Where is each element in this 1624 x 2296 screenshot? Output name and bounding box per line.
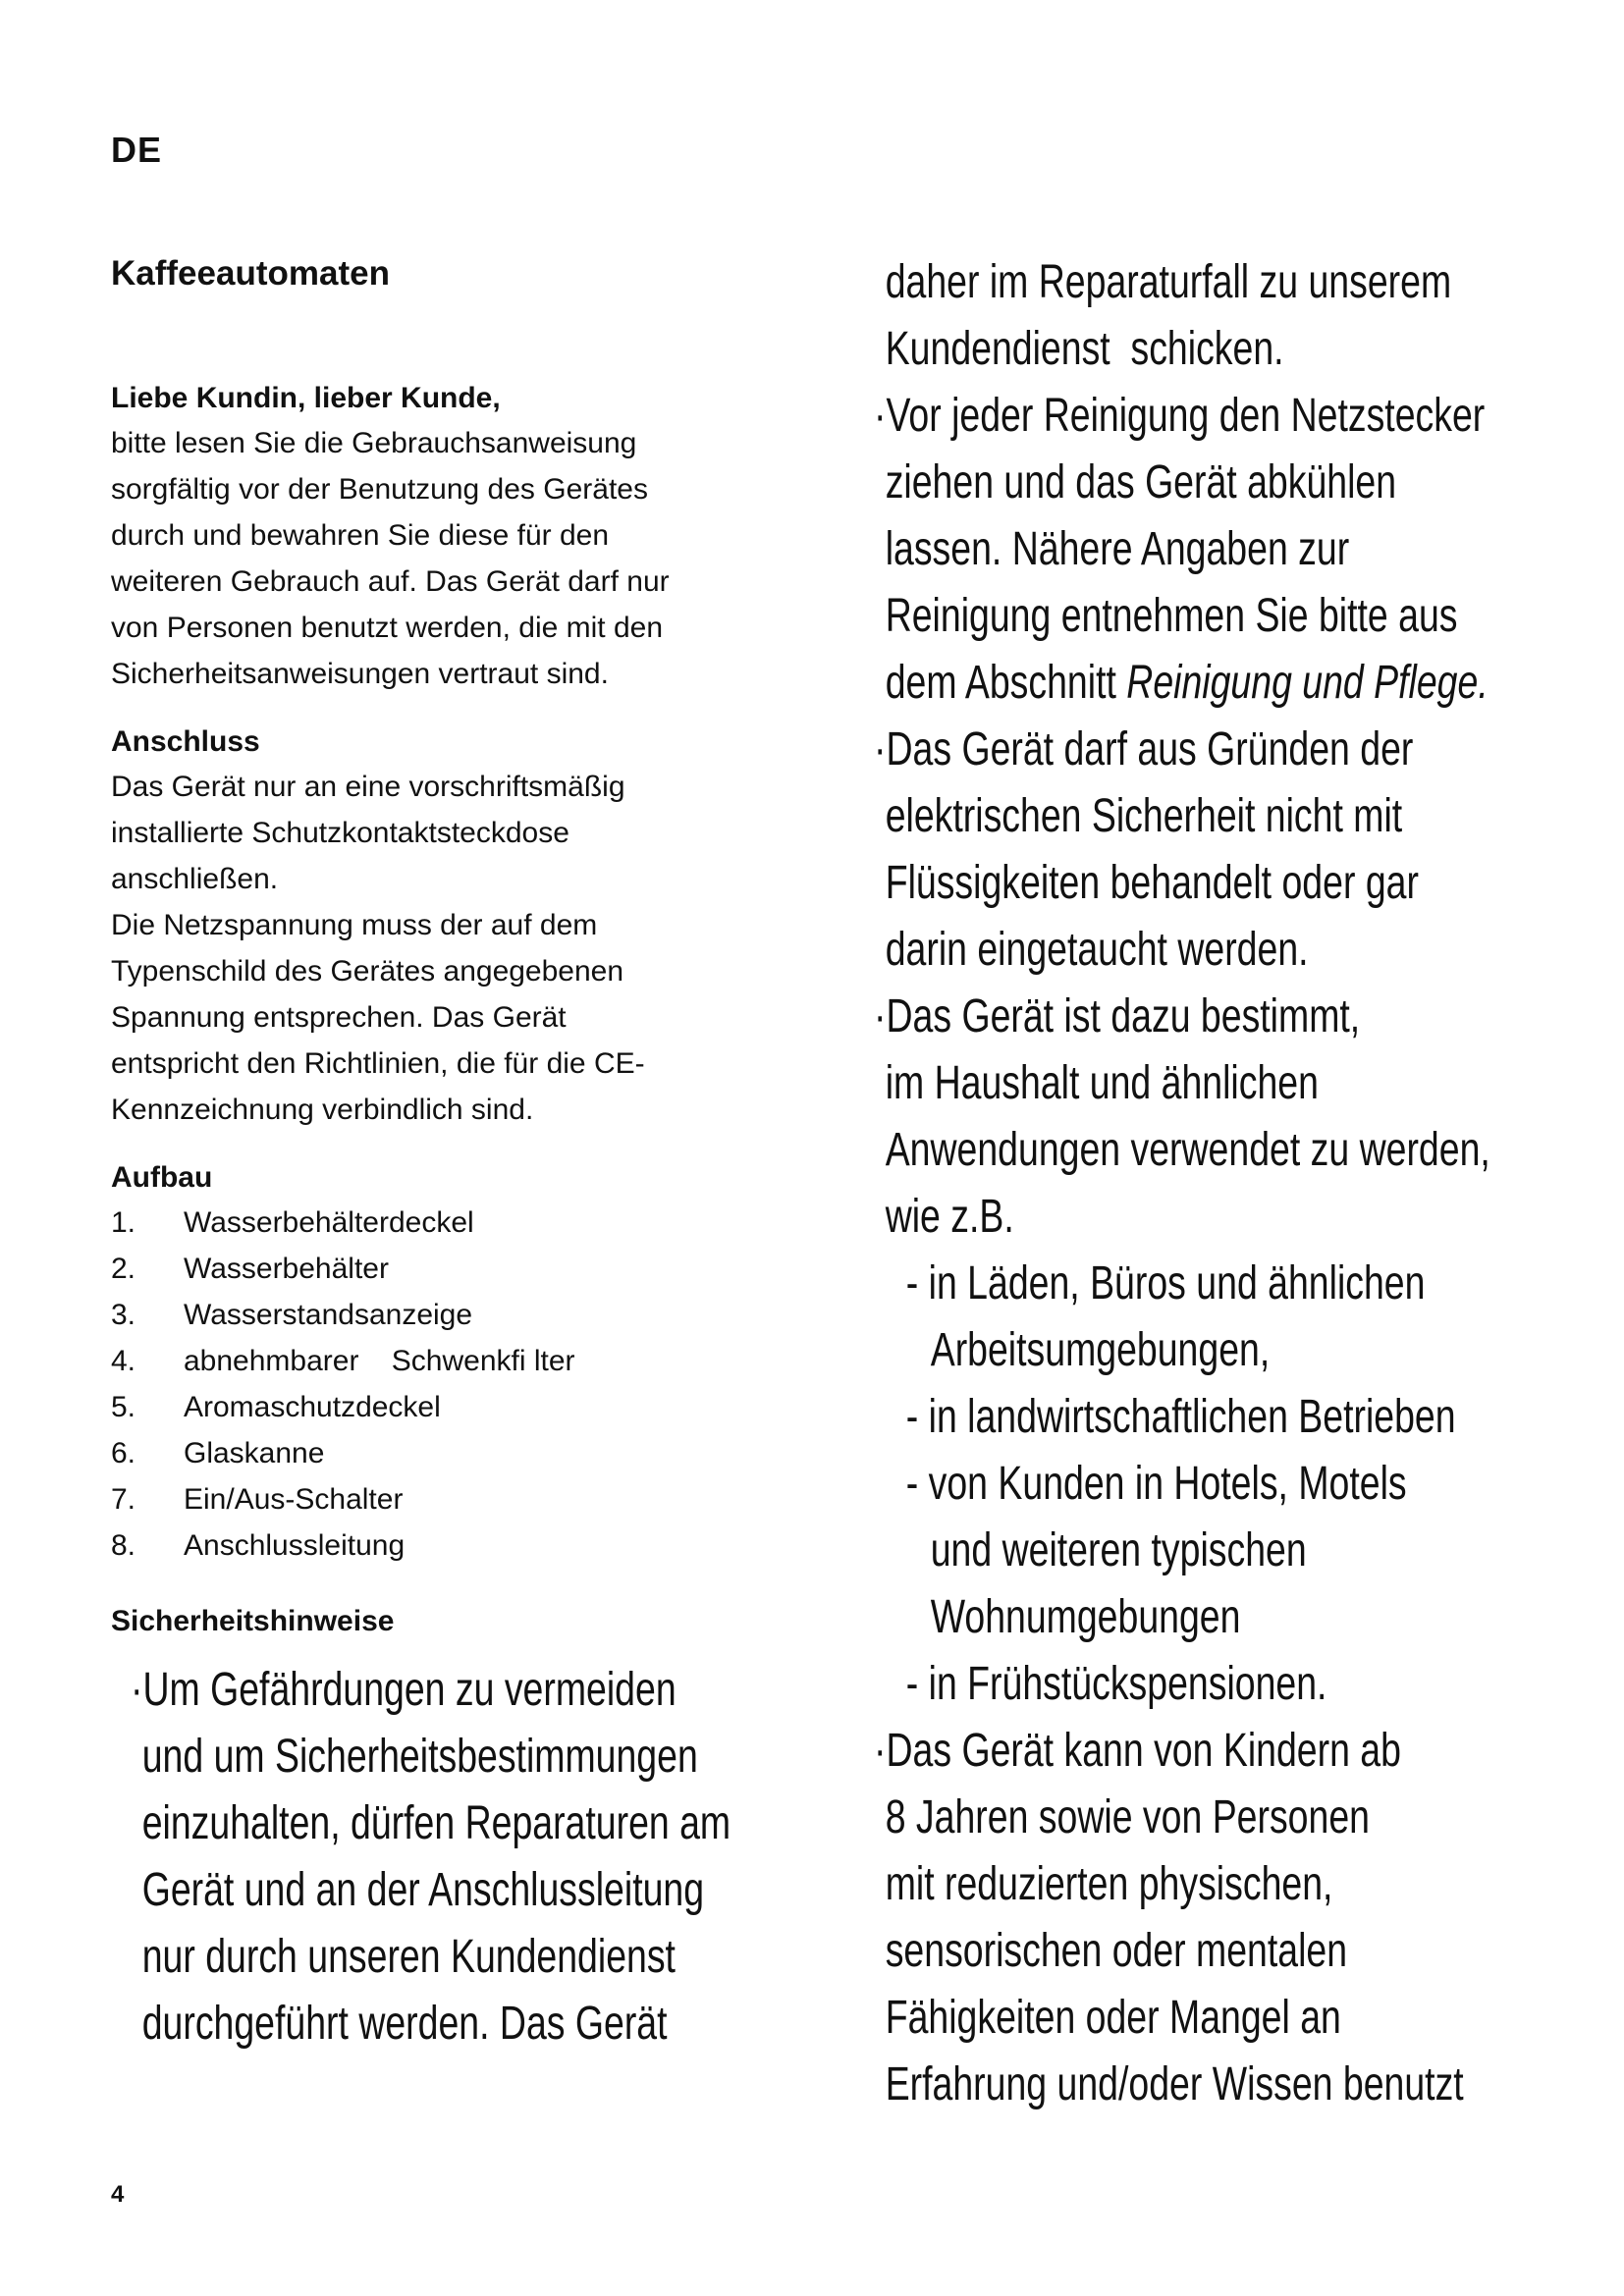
greeting-heading: Liebe Kundin, lieber Kunde,	[111, 382, 501, 414]
intro-line: bitte lesen Sie die Gebrauchsanweisung	[111, 427, 637, 459]
language-label: DE	[111, 130, 163, 170]
document-title: Kaffeeautomaten	[111, 254, 390, 293]
safety-line: lassen. Nähere Angaben zur	[885, 523, 1350, 575]
safety-line: Wohnumgebungen	[930, 1591, 1241, 1643]
list-item	[111, 1476, 798, 1522]
list-item-number: 2.	[111, 1253, 136, 1285]
safety-line: ·Vor jeder Reinigung den Netzstecker	[874, 390, 1486, 442]
intro-line: weiteren Gebrauch auf. Das Gerät darf nur	[111, 565, 670, 598]
section-reference: Reinigung und Pflege.	[1126, 657, 1489, 709]
list-item	[111, 1246, 798, 1292]
safety-line: darin eingetaucht werden.	[885, 924, 1309, 976]
list-item-label: Wasserstandsanzeige	[184, 1299, 473, 1331]
list-item	[111, 1522, 798, 1569]
safety-paragraph-right	[874, 249, 1490, 2118]
anschluss-paragraph	[111, 764, 798, 1133]
safety-line: - in landwirtschaftlichen Betrieben	[905, 1391, 1456, 1443]
list-item-number: 6.	[111, 1437, 136, 1469]
safety-line: Flüssigkeiten behandelt oder gar	[885, 857, 1419, 909]
section-heading-anschluss: Anschluss	[111, 725, 260, 758]
left-column	[111, 249, 798, 2057]
safety-line: wie z.B.	[885, 1191, 1014, 1243]
anschluss-line: Das Gerät nur an eine vorschriftsmäßig	[111, 771, 625, 803]
safety-line: Erfahrung und/oder Wissen benutzt	[885, 2058, 1464, 2110]
safety-line: Arbeitsumgebungen,	[930, 1324, 1271, 1376]
safety-line: - in Frühstückspensionen.	[905, 1658, 1327, 1710]
list-item	[111, 1200, 798, 1246]
anschluss-line: entspricht den Richtlinien, die für die CE-	[111, 1047, 645, 1080]
section-heading-aufbau: Aufbau	[111, 1161, 213, 1194]
anschluss-line: Spannung entsprechen. Das Gerät	[111, 1001, 567, 1034]
safety-line: im Haushalt und ähnlichen	[885, 1057, 1319, 1109]
safety-line: sensorischen oder mentalen	[885, 1925, 1348, 1977]
safety-line: durchgeführt werden. Das Gerät	[141, 1998, 668, 2050]
section-heading-sicherheitshinweise: Sicherheitshinweise	[111, 1605, 395, 1637]
anschluss-line: anschließen.	[111, 863, 279, 895]
safety-line: 8 Jahren sowie von Personen	[885, 1791, 1370, 1843]
list-item-number: 4.	[111, 1345, 136, 1377]
list-item-label: Anschlussleitung	[184, 1529, 406, 1562]
safety-line: und um Sicherheitsbestimmungen	[141, 1731, 698, 1783]
intro-line: Sicherheitsanweisungen vertraut sind.	[111, 658, 609, 690]
list-item-label: Wasserbehälterdeckel	[184, 1206, 474, 1239]
safety-line: Gerät und an der Anschlussleitung	[141, 1864, 705, 1916]
list-item-number: 5.	[111, 1391, 136, 1423]
list-item-label: Ein/Aus-Schalter	[184, 1483, 404, 1516]
safety-paragraph-left	[131, 1657, 731, 2057]
list-item	[111, 1430, 798, 1476]
safety-line: ·Das Gerät darf aus Gründen der	[874, 723, 1414, 775]
safety-line: einzuhalten, dürfen Reparaturen am	[141, 1797, 731, 1849]
safety-line: mit reduzierten physischen,	[885, 1858, 1333, 1910]
list-item-label: abnehmbarer Schwenkfi lter	[184, 1345, 575, 1377]
list-item-number: 3.	[111, 1299, 136, 1331]
safety-line: Reinigung entnehmen Sie bitte aus	[885, 590, 1458, 642]
safety-line: Fähigkeiten oder Mangel an	[885, 1992, 1341, 2044]
safety-line: ·Das Gerät kann von Kindern ab	[874, 1725, 1401, 1777]
safety-line	[874, 650, 1489, 717]
intro-line: sorgfältig vor der Benutzung des Gerätes	[111, 473, 648, 506]
intro-line: durch und bewahren Sie diese für den	[111, 519, 610, 552]
safety-line: ·Um Gefährdungen zu vermeiden	[131, 1664, 677, 1716]
intro-paragraph	[111, 420, 798, 697]
list-item-label: Wasserbehälter	[184, 1253, 389, 1285]
safety-line: - in Läden, Büros und ähnlichen	[905, 1257, 1426, 1309]
right-column	[874, 249, 1561, 2118]
safety-line: und weiteren typischen	[930, 1524, 1307, 1576]
list-item	[111, 1338, 798, 1384]
safety-line: nur durch unseren Kundendienst	[141, 1931, 676, 1983]
safety-line: ·Das Gerät ist dazu bestimmt,	[874, 990, 1361, 1042]
safety-line: ziehen und das Gerät abkühlen	[885, 456, 1397, 508]
safety-line: elektrischen Sicherheit nicht mit	[885, 790, 1403, 842]
list-item-number: 7.	[111, 1483, 136, 1516]
list-item	[111, 1384, 798, 1430]
anschluss-line: installierte Schutzkontaktsteckdose	[111, 817, 569, 849]
list-item-number: 8.	[111, 1529, 136, 1562]
list-item-number: 1.	[111, 1206, 136, 1239]
list-item-label: Glaskanne	[184, 1437, 325, 1469]
safety-line-text: dem Abschnitt	[885, 657, 1127, 709]
safety-line: daher im Reparaturfall zu unserem	[885, 256, 1452, 308]
anschluss-line: Kennzeichnung verbindlich sind.	[111, 1094, 534, 1126]
safety-line: Anwendungen verwendet zu werden,	[885, 1124, 1490, 1176]
anschluss-line: Die Netzspannung muss der auf dem	[111, 909, 598, 941]
anschluss-line: Typenschild des Gerätes angegebenen	[111, 955, 624, 988]
page-number: 4	[111, 2181, 125, 2208]
parts-list	[111, 1200, 798, 1569]
intro-line: von Personen benutzt werden, die mit den	[111, 612, 664, 644]
safety-line: Kundendienst schicken.	[885, 323, 1284, 375]
list-item-label: Aromaschutzdeckel	[184, 1391, 441, 1423]
safety-line: - von Kunden in Hotels, Motels	[905, 1458, 1407, 1510]
list-item	[111, 1292, 798, 1338]
